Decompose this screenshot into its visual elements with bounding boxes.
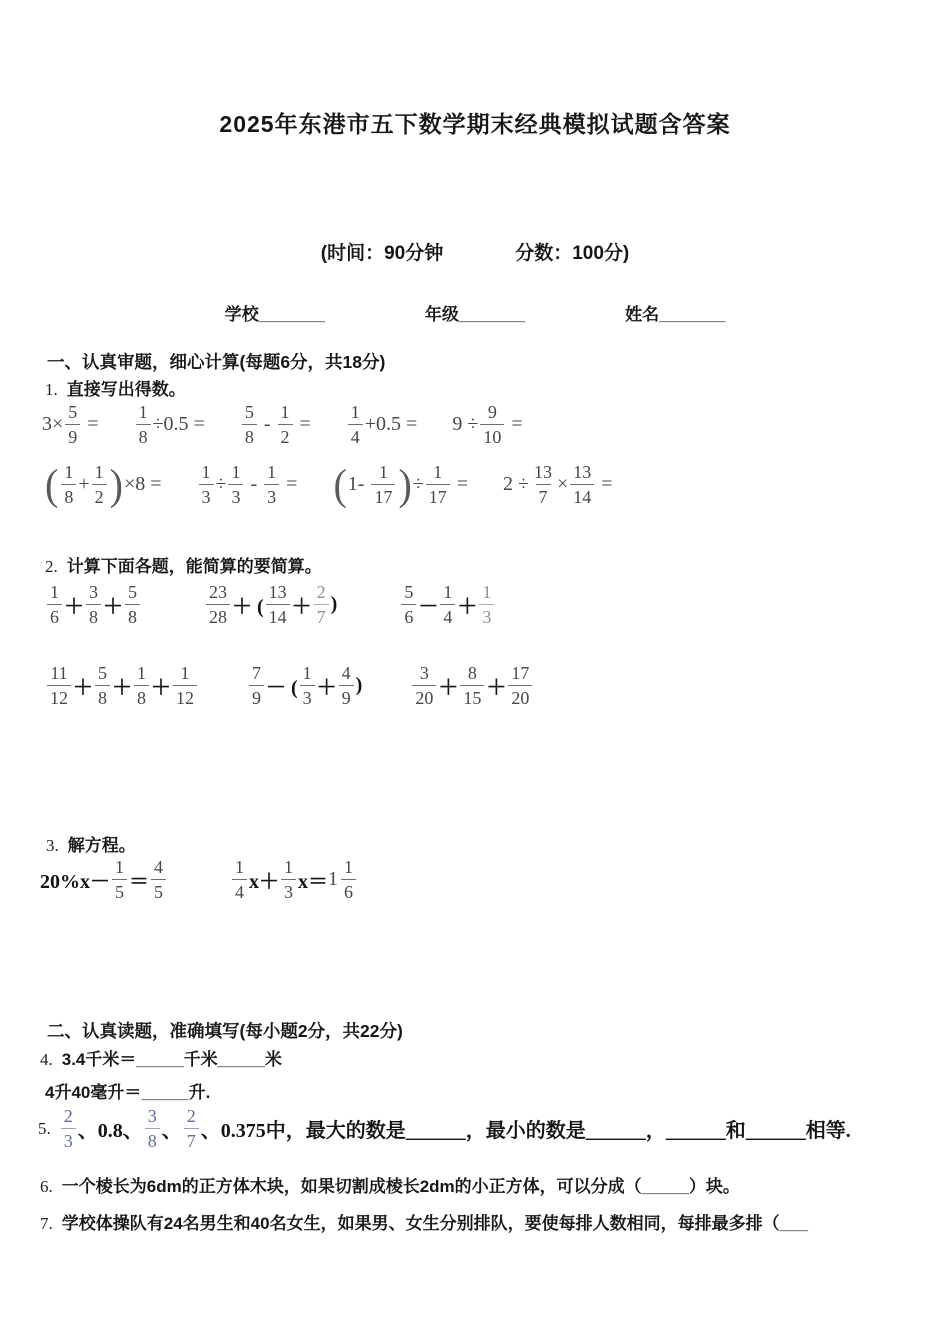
math-expression bbox=[346, 403, 423, 446]
question-3-label bbox=[46, 831, 136, 856]
math-text-bold: ＋ bbox=[291, 596, 312, 618]
math-fraction bbox=[412, 664, 436, 707]
fraction-numerator: 2 bbox=[63, 1106, 73, 1126]
math-text: - bbox=[258, 413, 276, 435]
fraction-numerator: 1 bbox=[284, 857, 293, 877]
section-2-heading: 二、认真读题，准确填写(每小题2分，共22分) bbox=[47, 1021, 403, 1041]
math-fraction bbox=[341, 858, 356, 901]
math-fraction bbox=[508, 664, 532, 707]
math-expression bbox=[332, 459, 474, 509]
math-fraction bbox=[232, 858, 247, 901]
fraction-numerator: 5 bbox=[128, 582, 137, 602]
math-expression bbox=[45, 664, 199, 707]
fraction-numerator: 5 bbox=[244, 402, 254, 422]
math-expression bbox=[134, 403, 210, 446]
fraction-numerator: 1 bbox=[231, 462, 241, 482]
right-paren: ) bbox=[398, 459, 412, 509]
math-fraction bbox=[228, 463, 243, 506]
exam-title: 2025年东港市五下数学期末经典模拟试题含答案 bbox=[219, 111, 731, 137]
math-expression bbox=[452, 403, 527, 446]
school-field: 学校_______ bbox=[224, 305, 325, 324]
math-fraction bbox=[145, 1107, 160, 1150]
math-text: ÷ bbox=[412, 473, 424, 495]
fraction-denominator: 8 bbox=[145, 1128, 160, 1150]
math-expression bbox=[399, 583, 496, 626]
fraction-numerator: 1 bbox=[50, 582, 59, 602]
fraction-numerator: 5 bbox=[404, 582, 414, 602]
math-text-bold: x＝ bbox=[298, 871, 328, 893]
math-expression bbox=[42, 403, 104, 446]
fraction-denominator: 6 bbox=[47, 604, 62, 626]
math-text-bold: ＋ bbox=[457, 596, 478, 618]
math-text-bold: 、0.8、 bbox=[77, 1120, 143, 1142]
math-text-bold: ＋ bbox=[112, 677, 132, 699]
fraction-denominator: 3 bbox=[300, 685, 315, 707]
math-fraction bbox=[249, 664, 264, 707]
math-text-bold: 20%x－ bbox=[40, 871, 110, 893]
math-expression bbox=[45, 583, 142, 626]
fraction-numerator: 13 bbox=[534, 462, 553, 482]
fraction-numerator: 1 bbox=[378, 462, 388, 482]
fraction-numerator: 3 bbox=[89, 582, 98, 602]
math-text: ÷0.5 = bbox=[152, 413, 210, 435]
fraction-numerator: 13 bbox=[268, 582, 287, 602]
fraction-numerator: 5 bbox=[68, 402, 78, 422]
math-text: 3× bbox=[42, 413, 64, 435]
fraction-numerator: 1 bbox=[344, 857, 353, 877]
math-fraction bbox=[278, 403, 293, 446]
math-fraction bbox=[125, 583, 140, 626]
math-expression bbox=[410, 664, 534, 707]
math-expression bbox=[247, 664, 362, 707]
math-fraction bbox=[206, 583, 230, 626]
math-fraction bbox=[65, 403, 80, 446]
fraction-numerator: 1 bbox=[302, 663, 312, 683]
math-text: = bbox=[451, 473, 474, 495]
math-fraction bbox=[264, 463, 279, 506]
question-1-label bbox=[45, 375, 186, 400]
math-text-bold: ＋ bbox=[486, 677, 507, 699]
question-text: 4升40毫升＝_____升. bbox=[45, 1083, 211, 1102]
math-text: - bbox=[245, 473, 263, 495]
fraction-numerator: 11 bbox=[50, 663, 68, 683]
fraction-denominator: 9 bbox=[339, 685, 354, 707]
math-text-bold: ＝ bbox=[129, 871, 149, 893]
fraction-denominator: 4 bbox=[440, 604, 455, 626]
fraction-denominator: 14 bbox=[266, 604, 290, 626]
math-fraction bbox=[134, 664, 149, 707]
math-text-bold: ＋ bbox=[73, 677, 93, 699]
math-fraction bbox=[61, 463, 76, 506]
fraction-denominator: 20 bbox=[412, 685, 436, 707]
fraction-denominator: 3 bbox=[228, 484, 243, 506]
calc-row-2b bbox=[45, 664, 534, 707]
question-text: 学校体操队有24名男生和40名女生，如果男、女生分别排队，要使每排人数相同，每排最多排（___ bbox=[61, 1214, 808, 1233]
fraction-denominator: 8 bbox=[136, 424, 151, 446]
fraction-denominator: 9 bbox=[249, 685, 264, 707]
question-number: 3. bbox=[46, 836, 59, 855]
math-fraction bbox=[184, 1107, 199, 1150]
fraction-numerator: 8 bbox=[467, 663, 477, 683]
question-text: 解方程。 bbox=[67, 836, 136, 855]
math-fraction bbox=[401, 583, 416, 626]
fraction-numerator: 13 bbox=[573, 462, 592, 482]
fraction-denominator: 2 bbox=[278, 424, 293, 446]
info-score: 分数：100分) bbox=[515, 243, 630, 264]
question-2-label bbox=[45, 552, 322, 577]
math-expression bbox=[230, 858, 358, 901]
math-fraction bbox=[112, 858, 127, 901]
fraction-numerator: 1 bbox=[137, 663, 146, 683]
math-fraction bbox=[348, 403, 363, 446]
fraction-denominator: 4 bbox=[232, 879, 247, 901]
math-text-bold: ) bbox=[355, 674, 363, 696]
fraction-denominator: 3 bbox=[199, 484, 214, 506]
math-text-bold: ＋ bbox=[103, 596, 123, 618]
grade-field: 年级_______ bbox=[424, 305, 526, 324]
math-fraction bbox=[86, 583, 101, 626]
math-expression bbox=[40, 858, 168, 901]
math-fraction bbox=[199, 463, 214, 506]
math-text-bold: － bbox=[418, 596, 439, 618]
fraction-denominator: 9 bbox=[65, 424, 80, 446]
math-fraction bbox=[531, 463, 555, 506]
fraction-denominator: 8 bbox=[242, 424, 257, 446]
fraction-denominator: 17 bbox=[426, 484, 450, 506]
math-text-bold: x＋ bbox=[249, 871, 279, 893]
fraction-denominator: 17 bbox=[371, 484, 395, 506]
fraction-numerator: 3 bbox=[419, 663, 429, 683]
math-fraction bbox=[440, 583, 455, 626]
fraction-numerator: 1 bbox=[280, 402, 290, 422]
student-fields bbox=[0, 300, 950, 325]
math-fraction bbox=[300, 664, 315, 707]
math-text: 1- bbox=[347, 473, 370, 495]
fraction-denominator: 3 bbox=[479, 604, 494, 626]
left-paren: ( bbox=[333, 459, 347, 509]
calc-row-2a bbox=[45, 583, 496, 626]
math-text: × bbox=[557, 473, 569, 495]
math-fraction bbox=[151, 858, 166, 901]
math-text: ÷ bbox=[215, 473, 227, 495]
math-expression bbox=[240, 403, 316, 446]
fraction-denominator: 3 bbox=[281, 879, 296, 901]
math-fraction bbox=[570, 463, 594, 506]
math-expression bbox=[197, 463, 303, 506]
calc-row-1a bbox=[42, 403, 528, 446]
math-fraction bbox=[95, 664, 110, 707]
question-7-line bbox=[40, 1209, 808, 1234]
question-text: 一个棱长为6dm的正方体木块，如果切割成棱长2dm的小正方体，可以分成（_____）块。 bbox=[61, 1177, 740, 1196]
math-expression bbox=[204, 583, 337, 626]
math-text: + bbox=[78, 473, 90, 495]
name-field: 姓名_______ bbox=[625, 305, 726, 324]
question-number: 6. bbox=[40, 1177, 53, 1196]
fraction-denominator: 8 bbox=[95, 685, 110, 707]
question-4b-line bbox=[45, 1078, 210, 1103]
math-text-bold: ) bbox=[330, 593, 338, 615]
math-text-bold: － ( bbox=[266, 677, 298, 699]
fraction-denominator: 4 bbox=[348, 424, 363, 446]
math-fraction bbox=[426, 463, 450, 506]
fraction-numerator: 1 bbox=[180, 663, 190, 683]
fraction-denominator: 12 bbox=[173, 685, 197, 707]
fraction-numerator: 1 bbox=[115, 857, 124, 877]
fraction-numerator: 1 bbox=[138, 402, 148, 422]
fraction-denominator: 12 bbox=[47, 685, 71, 707]
right-paren: ) bbox=[109, 459, 123, 509]
fraction-numerator: 4 bbox=[341, 663, 351, 683]
math-text: = bbox=[506, 413, 528, 435]
math-fraction bbox=[136, 403, 151, 446]
math-fraction bbox=[242, 403, 257, 446]
fraction-numerator: 17 bbox=[511, 663, 530, 683]
question-number: 2. bbox=[45, 557, 58, 576]
fraction-denominator: 28 bbox=[206, 604, 230, 626]
math-text-bold: ＋ bbox=[438, 677, 459, 699]
math-text: ×8 = bbox=[123, 473, 167, 495]
math-text-bold: 、 bbox=[161, 1120, 182, 1142]
fraction-numerator: 2 bbox=[316, 582, 326, 602]
math-fraction bbox=[173, 664, 197, 707]
fraction-numerator: 1 bbox=[350, 402, 360, 422]
math-text: = bbox=[596, 473, 618, 495]
info-time: (时间：90分钟 bbox=[320, 243, 444, 264]
math-fraction bbox=[460, 664, 484, 707]
fraction-numerator: 2 bbox=[186, 1106, 196, 1126]
fraction-denominator: 5 bbox=[151, 879, 166, 901]
question-number: 5. bbox=[38, 1118, 51, 1138]
fraction-numerator: 1 bbox=[443, 582, 453, 602]
fraction-denominator: 7 bbox=[536, 484, 551, 506]
calc-row-1b bbox=[44, 459, 618, 509]
fraction-numerator: 7 bbox=[252, 663, 261, 683]
fraction-numerator: 1 bbox=[267, 462, 277, 482]
section-1-heading: 一、认真审题，细心计算(每题6分，共18分) bbox=[47, 352, 386, 372]
left-paren: ( bbox=[45, 459, 59, 509]
math-text: = bbox=[82, 413, 104, 435]
math-fraction bbox=[47, 664, 71, 707]
fraction-numerator: 1 bbox=[235, 857, 244, 877]
fraction-denominator: 3 bbox=[264, 484, 279, 506]
equation-row-3 bbox=[40, 858, 358, 901]
fraction-denominator: 6 bbox=[341, 879, 356, 901]
fraction-numerator: 3 bbox=[147, 1106, 157, 1126]
fraction-numerator: 1 bbox=[94, 462, 104, 482]
math-text-bold: ＋ ( bbox=[232, 596, 264, 618]
mixed-whole: 1 bbox=[328, 868, 338, 890]
math-text-bold: ＋ bbox=[151, 677, 171, 699]
fraction-denominator: 10 bbox=[480, 424, 504, 446]
fraction-denominator: 8 bbox=[86, 604, 101, 626]
fraction-numerator: 23 bbox=[209, 582, 227, 602]
question-number: 1. bbox=[45, 380, 58, 399]
exam-info-line bbox=[0, 238, 950, 265]
math-text: 9 ÷ bbox=[452, 413, 479, 435]
math-fraction bbox=[281, 858, 296, 901]
math-fraction bbox=[61, 1107, 76, 1150]
math-text-bold: ＋ bbox=[316, 677, 337, 699]
mixed-number bbox=[328, 858, 358, 901]
math-fraction bbox=[92, 463, 107, 506]
question-text: 3.4千米＝_____千米_____米 bbox=[61, 1050, 282, 1069]
math-expression bbox=[44, 459, 167, 509]
math-fraction bbox=[266, 583, 290, 626]
math-text-bold: ＋ bbox=[64, 596, 84, 618]
fraction-denominator: 8 bbox=[134, 685, 149, 707]
fraction-numerator: 1 bbox=[201, 462, 211, 482]
fraction-denominator: 7 bbox=[314, 604, 329, 626]
fraction-denominator: 3 bbox=[61, 1128, 76, 1150]
fraction-denominator: 5 bbox=[112, 879, 127, 901]
fraction-denominator: 8 bbox=[61, 484, 76, 506]
fraction-denominator: 20 bbox=[508, 685, 532, 707]
fraction-denominator: 15 bbox=[460, 685, 484, 707]
fraction-numerator: 9 bbox=[487, 402, 497, 422]
fraction-denominator: 6 bbox=[401, 604, 416, 626]
math-expression bbox=[503, 463, 618, 506]
math-text: +0.5 = bbox=[364, 413, 423, 435]
fraction-numerator: 1 bbox=[482, 582, 492, 602]
math-fraction bbox=[339, 664, 354, 707]
fraction-denominator: 14 bbox=[570, 484, 594, 506]
fraction-denominator: 8 bbox=[125, 604, 140, 626]
math-text: 2 ÷ bbox=[503, 473, 530, 495]
math-fraction bbox=[371, 463, 395, 506]
question-text: 直接写出得数。 bbox=[66, 380, 186, 399]
math-text: = bbox=[294, 413, 316, 435]
question-4-line bbox=[40, 1045, 282, 1070]
question-number: 4. bbox=[40, 1050, 53, 1069]
question-text: 计算下面各题，能简算的要简算。 bbox=[66, 557, 322, 576]
question-6-line bbox=[40, 1172, 740, 1197]
math-text: = bbox=[281, 473, 303, 495]
fraction-numerator: 4 bbox=[154, 857, 163, 877]
math-fraction bbox=[480, 403, 504, 446]
fraction-denominator: 7 bbox=[184, 1128, 199, 1150]
fraction-numerator: 1 bbox=[64, 462, 74, 482]
math-fraction bbox=[479, 583, 494, 626]
fraction-numerator: 5 bbox=[98, 663, 107, 683]
math-fraction bbox=[47, 583, 62, 626]
fraction-numerator: 1 bbox=[433, 462, 443, 482]
math-text-bold: 、0.375中，最大的数是______，最小的数是______，______和______相等. bbox=[200, 1120, 851, 1142]
math-expression bbox=[38, 1107, 851, 1150]
question-number: 7. bbox=[40, 1214, 53, 1233]
question-5-line bbox=[38, 1107, 851, 1150]
math-fraction bbox=[314, 583, 329, 626]
fraction-denominator: 2 bbox=[92, 484, 107, 506]
